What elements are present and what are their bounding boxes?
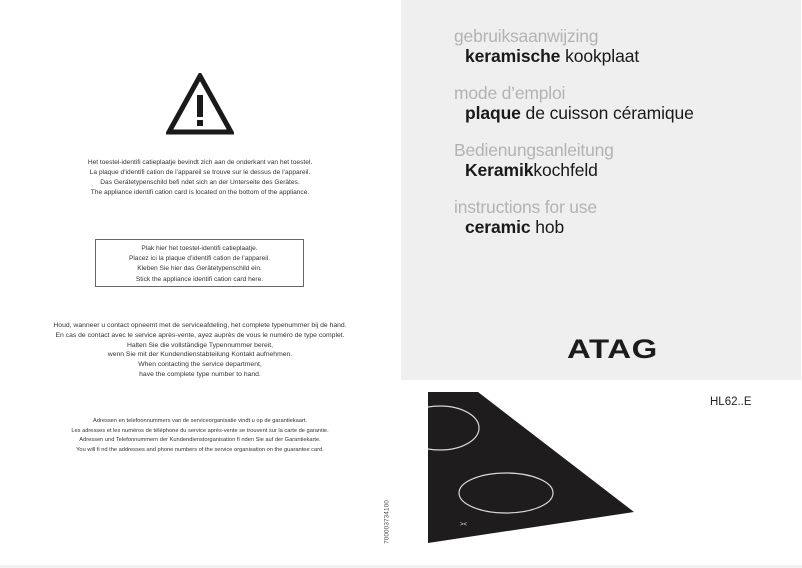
- address-line-en: You will fi nd the addresses and phone numbers of the service organisation on the guarantee card.: [76, 446, 324, 453]
- notice-line-en: The appliance identifi cation card is located on the bottom of the appliance.: [90, 189, 310, 196]
- sticker-line-nl: Plak hier het toestel-identifi catieplaatje.: [141, 245, 258, 252]
- identification-sticker-box: [95, 239, 304, 287]
- contact-line-de-1: Halten Sie die vollständige Typennummer bereit,: [126, 341, 274, 349]
- sticker-line-de: Kleben Sie hier das Gerätetypenschild ein.: [137, 265, 262, 273]
- identification-location-notice: [20, 158, 380, 198]
- notice-line-de: Das Gerätetypenschild befi ndet sich an der Unterseite des Gerätes.: [100, 179, 300, 186]
- product-title-rest: de cuisson céramique: [520, 103, 694, 123]
- contact-line-en-1: When contacting the service department,: [138, 361, 262, 369]
- product-title-rest: kochfeld: [533, 160, 598, 180]
- contact-line-nl: Houd, wanneer u contact opneemt met de serviceafdeling, het complete typenummer bij de hand.: [53, 322, 347, 329]
- model-number: HL62..E: [710, 396, 752, 408]
- ceramic-hob-illustration: [427, 391, 637, 546]
- notice-line-fr: La plaque d’identifi cation de l’appareil se trouve sur le dessus de l’appareil.: [89, 169, 311, 176]
- title-french: [454, 84, 694, 123]
- document-number-text: 700003734100: [383, 500, 391, 544]
- cover-title-panel: [401, 0, 801, 380]
- contact-line-fr: En cas de contact avec le service après-vente, ayez auprès de vous le numéro de type complet.: [55, 331, 345, 339]
- document-number: [381, 500, 393, 544]
- language-label: Bedienungsanleitung: [454, 140, 614, 160]
- product-title: [454, 103, 694, 123]
- title-dutch: [454, 27, 639, 66]
- language-label: instructions for use: [454, 197, 597, 217]
- title-english: [454, 198, 597, 237]
- address-line-fr: Les adresses et les numéros de téléphone du service après-vente se trouvent sur la carte de garantie.: [71, 427, 329, 434]
- address-line-de: Adressen und Telefonnummern der Kundendienstorganisation fi nden Sie auf der Garantiekarte.: [79, 437, 321, 444]
- product-title-rest: kookplaat: [560, 46, 640, 66]
- product-title-bold: ceramic: [465, 217, 531, 237]
- notice-line-nl: Het toestel-identifi catieplaatje bevindt zich aan de onderkant van het toestel.: [87, 159, 313, 166]
- warning-triangle-icon: [166, 73, 234, 135]
- language-label: gebruiksaanwijzing: [454, 26, 599, 46]
- product-title-bold: keramische: [465, 46, 561, 66]
- contact-line-en-2: have the complete type number to hand.: [139, 370, 261, 378]
- product-title: [454, 217, 597, 237]
- sticker-line-fr: Placez ici la plaque d’identifi cation de l’appareil.: [128, 255, 271, 263]
- title-german: [454, 141, 614, 180]
- service-contact-notice: [10, 321, 390, 380]
- product-title: [454, 160, 614, 180]
- product-title-bold: Keramik: [465, 160, 534, 180]
- atag-brand-logo: ATAG: [567, 334, 658, 364]
- product-title-rest: hob: [530, 217, 565, 237]
- product-title-bold: plaque: [465, 103, 521, 123]
- language-label: mode d’emploi: [454, 83, 566, 103]
- sticker-line-en: Stick the appliance identifi cation card here.: [135, 275, 264, 283]
- product-title: [454, 46, 639, 66]
- contact-line-de-2: wenn Sie mit der Kundendienstabteilung Kontakt aufnehmen.: [107, 351, 293, 359]
- service-address-notice: [20, 417, 380, 455]
- address-line-nl: Adressen en telefoonnummers van de serviceorganisatie vindt u op de garantiekaart.: [92, 418, 308, 424]
- hob-control-symbol: ><: [460, 522, 468, 528]
